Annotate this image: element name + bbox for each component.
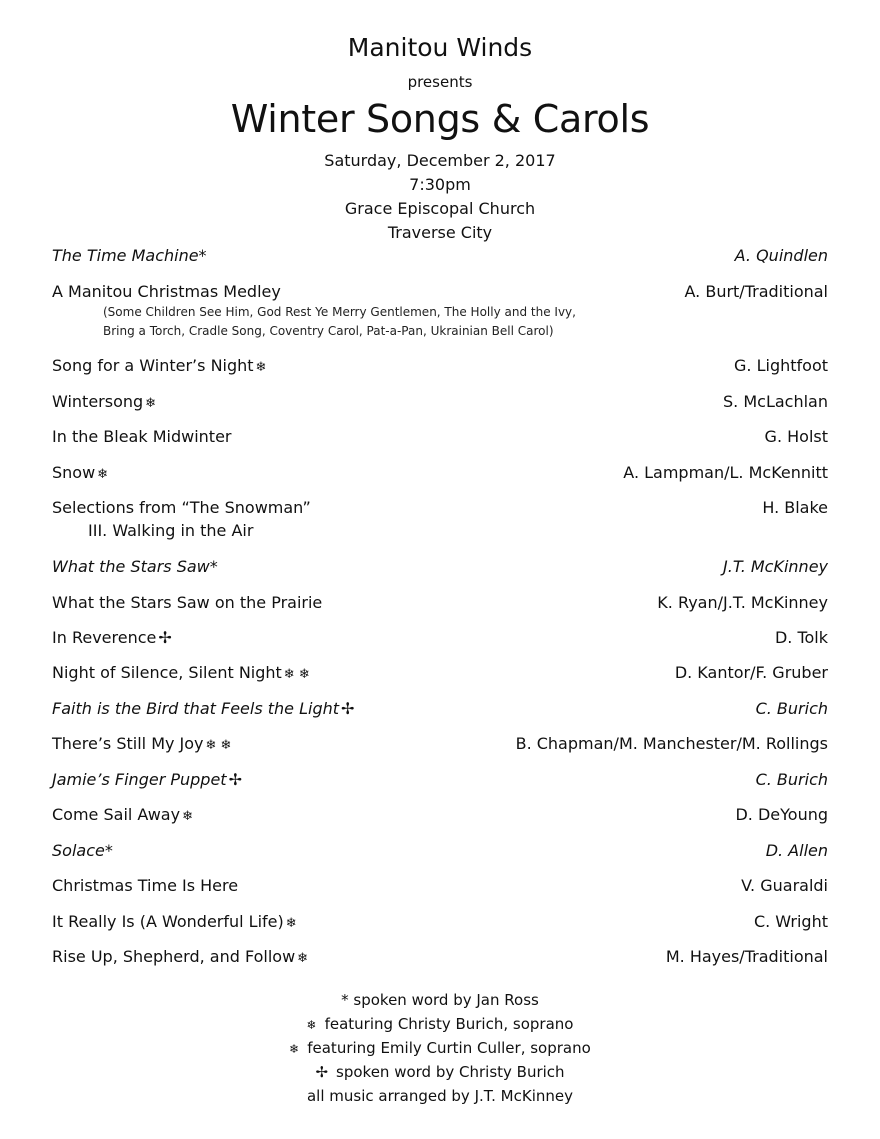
piece-composer: J.T. McKinney <box>723 557 828 576</box>
piece-title: What the Stars Saw* <box>52 557 218 576</box>
piece-composer: A. Burt/Traditional <box>684 282 828 301</box>
piece-title: There’s Still My Joy <box>52 734 204 753</box>
legend-spoken-christy: ✢ spoken word by Christy Burich <box>315 1063 565 1081</box>
snowflake-icon: ❄ <box>97 467 109 482</box>
piece-title: What the Stars Saw on the Prairie <box>52 593 323 612</box>
piece-title: Solace* <box>52 841 113 860</box>
legend-emily-soprano: ❄ featuring Emily Curtin Culler, soprano <box>289 1039 591 1057</box>
snowflake-icon: ❄ <box>285 916 297 931</box>
piece-composer: S. McLachlan <box>723 392 828 411</box>
presents-label: presents <box>407 73 473 91</box>
medley-contents-line-2: Bring a Torch, Cradle Song, Coventry Carol, Pat-a-Pan, Ukrainian Bell Carol) <box>103 324 554 338</box>
piece-title: In Reverence <box>52 628 157 647</box>
piece-title: Rise Up, Shepherd, and Follow <box>52 947 296 966</box>
piece-composer: B. Chapman/M. Manchester/M. Rollings <box>515 734 828 753</box>
piece-composer: D. Tolk <box>774 628 828 647</box>
cross-icon: ✢ <box>315 1063 329 1081</box>
snowflake-icon: ❄ <box>306 1018 317 1032</box>
piece-composer: C. Burich <box>755 770 828 789</box>
piece-composer: C. Burich <box>755 699 828 718</box>
piece-composer: D. DeYoung <box>735 805 828 824</box>
piece-composer: D. Kantor/F. Gruber <box>674 663 828 682</box>
piece-composer: G. Holst <box>764 427 828 446</box>
piece-title: It Really Is (A Wonderful Life) <box>52 912 284 931</box>
cross-icon: ✢ <box>228 770 242 789</box>
piece-composer: A. Lampman/L. McKennitt <box>623 463 828 482</box>
piece-composer: K. Ryan/J.T. McKinney <box>657 593 828 612</box>
ensemble-name: Manitou Winds <box>347 33 533 62</box>
concert-date: Saturday, December 2, 2017 <box>324 151 556 170</box>
concert-time: 7:30pm <box>409 175 471 194</box>
piece-title: Snow <box>52 463 96 482</box>
piece-composer: M. Hayes/Traditional <box>665 947 828 966</box>
piece-title: Wintersong <box>52 392 144 411</box>
piece-title: Christmas Time Is Here <box>52 876 239 895</box>
piece-composer: D. Allen <box>765 841 828 860</box>
snowman-movement: III. Walking in the Air <box>88 521 254 540</box>
snowflake-pair-icon: ❄ ❄ <box>205 738 232 753</box>
cross-icon: ✢ <box>158 628 172 647</box>
piece-title: Selections from “The Snowman” <box>52 498 311 517</box>
snowflake-icon: ❄ <box>289 1042 300 1056</box>
concert-city: Traverse City <box>387 223 493 242</box>
piece-composer: C. Wright <box>753 912 828 931</box>
medley-contents-line-1: (Some Children See Him, God Rest Ye Merry Gentlemen, The Holly and the Ivy, <box>103 305 576 319</box>
piece-title: In the Bleak Midwinter <box>52 427 232 446</box>
piece-composer: A. Quindlen <box>734 246 828 265</box>
snowflake-icon: ❄ <box>145 396 157 411</box>
piece-composer: H. Blake <box>762 498 828 517</box>
piece-title: Night of Silence, Silent Night <box>52 663 282 682</box>
snowflake-icon: ❄ <box>255 360 267 375</box>
piece-title: A Manitou Christmas Medley <box>52 282 281 301</box>
snowflake-icon: ❄ <box>182 809 193 824</box>
piece-composer: V. Guaraldi <box>741 876 828 895</box>
piece-title: Come Sail Away <box>52 805 181 824</box>
piece-composer: G. Lightfoot <box>734 356 828 375</box>
concert-title: Winter Songs & Carols <box>230 97 650 141</box>
piece-title: Faith is the Bird that Feels the Light <box>52 699 340 718</box>
piece-title: The Time Machine* <box>52 246 207 265</box>
snowflake-pair-icon: ❄ ❄ <box>283 667 310 682</box>
snowflake-icon: ❄ <box>297 951 309 966</box>
piece-title: Song for a Winter’s Night <box>52 356 254 375</box>
legend-spoken-jan: * spoken word by Jan Ross <box>341 991 539 1009</box>
concert-venue: Grace Episcopal Church <box>344 199 536 218</box>
piece-title: Jamie’s Finger Puppet <box>52 770 227 789</box>
cross-icon: ✢ <box>341 699 355 718</box>
legend <box>0 988 880 1108</box>
legend-christy-soprano: ❄ featuring Christy Burich, soprano <box>306 1015 574 1033</box>
legend-arranged: all music arranged by J.T. McKinney <box>306 1087 573 1105</box>
